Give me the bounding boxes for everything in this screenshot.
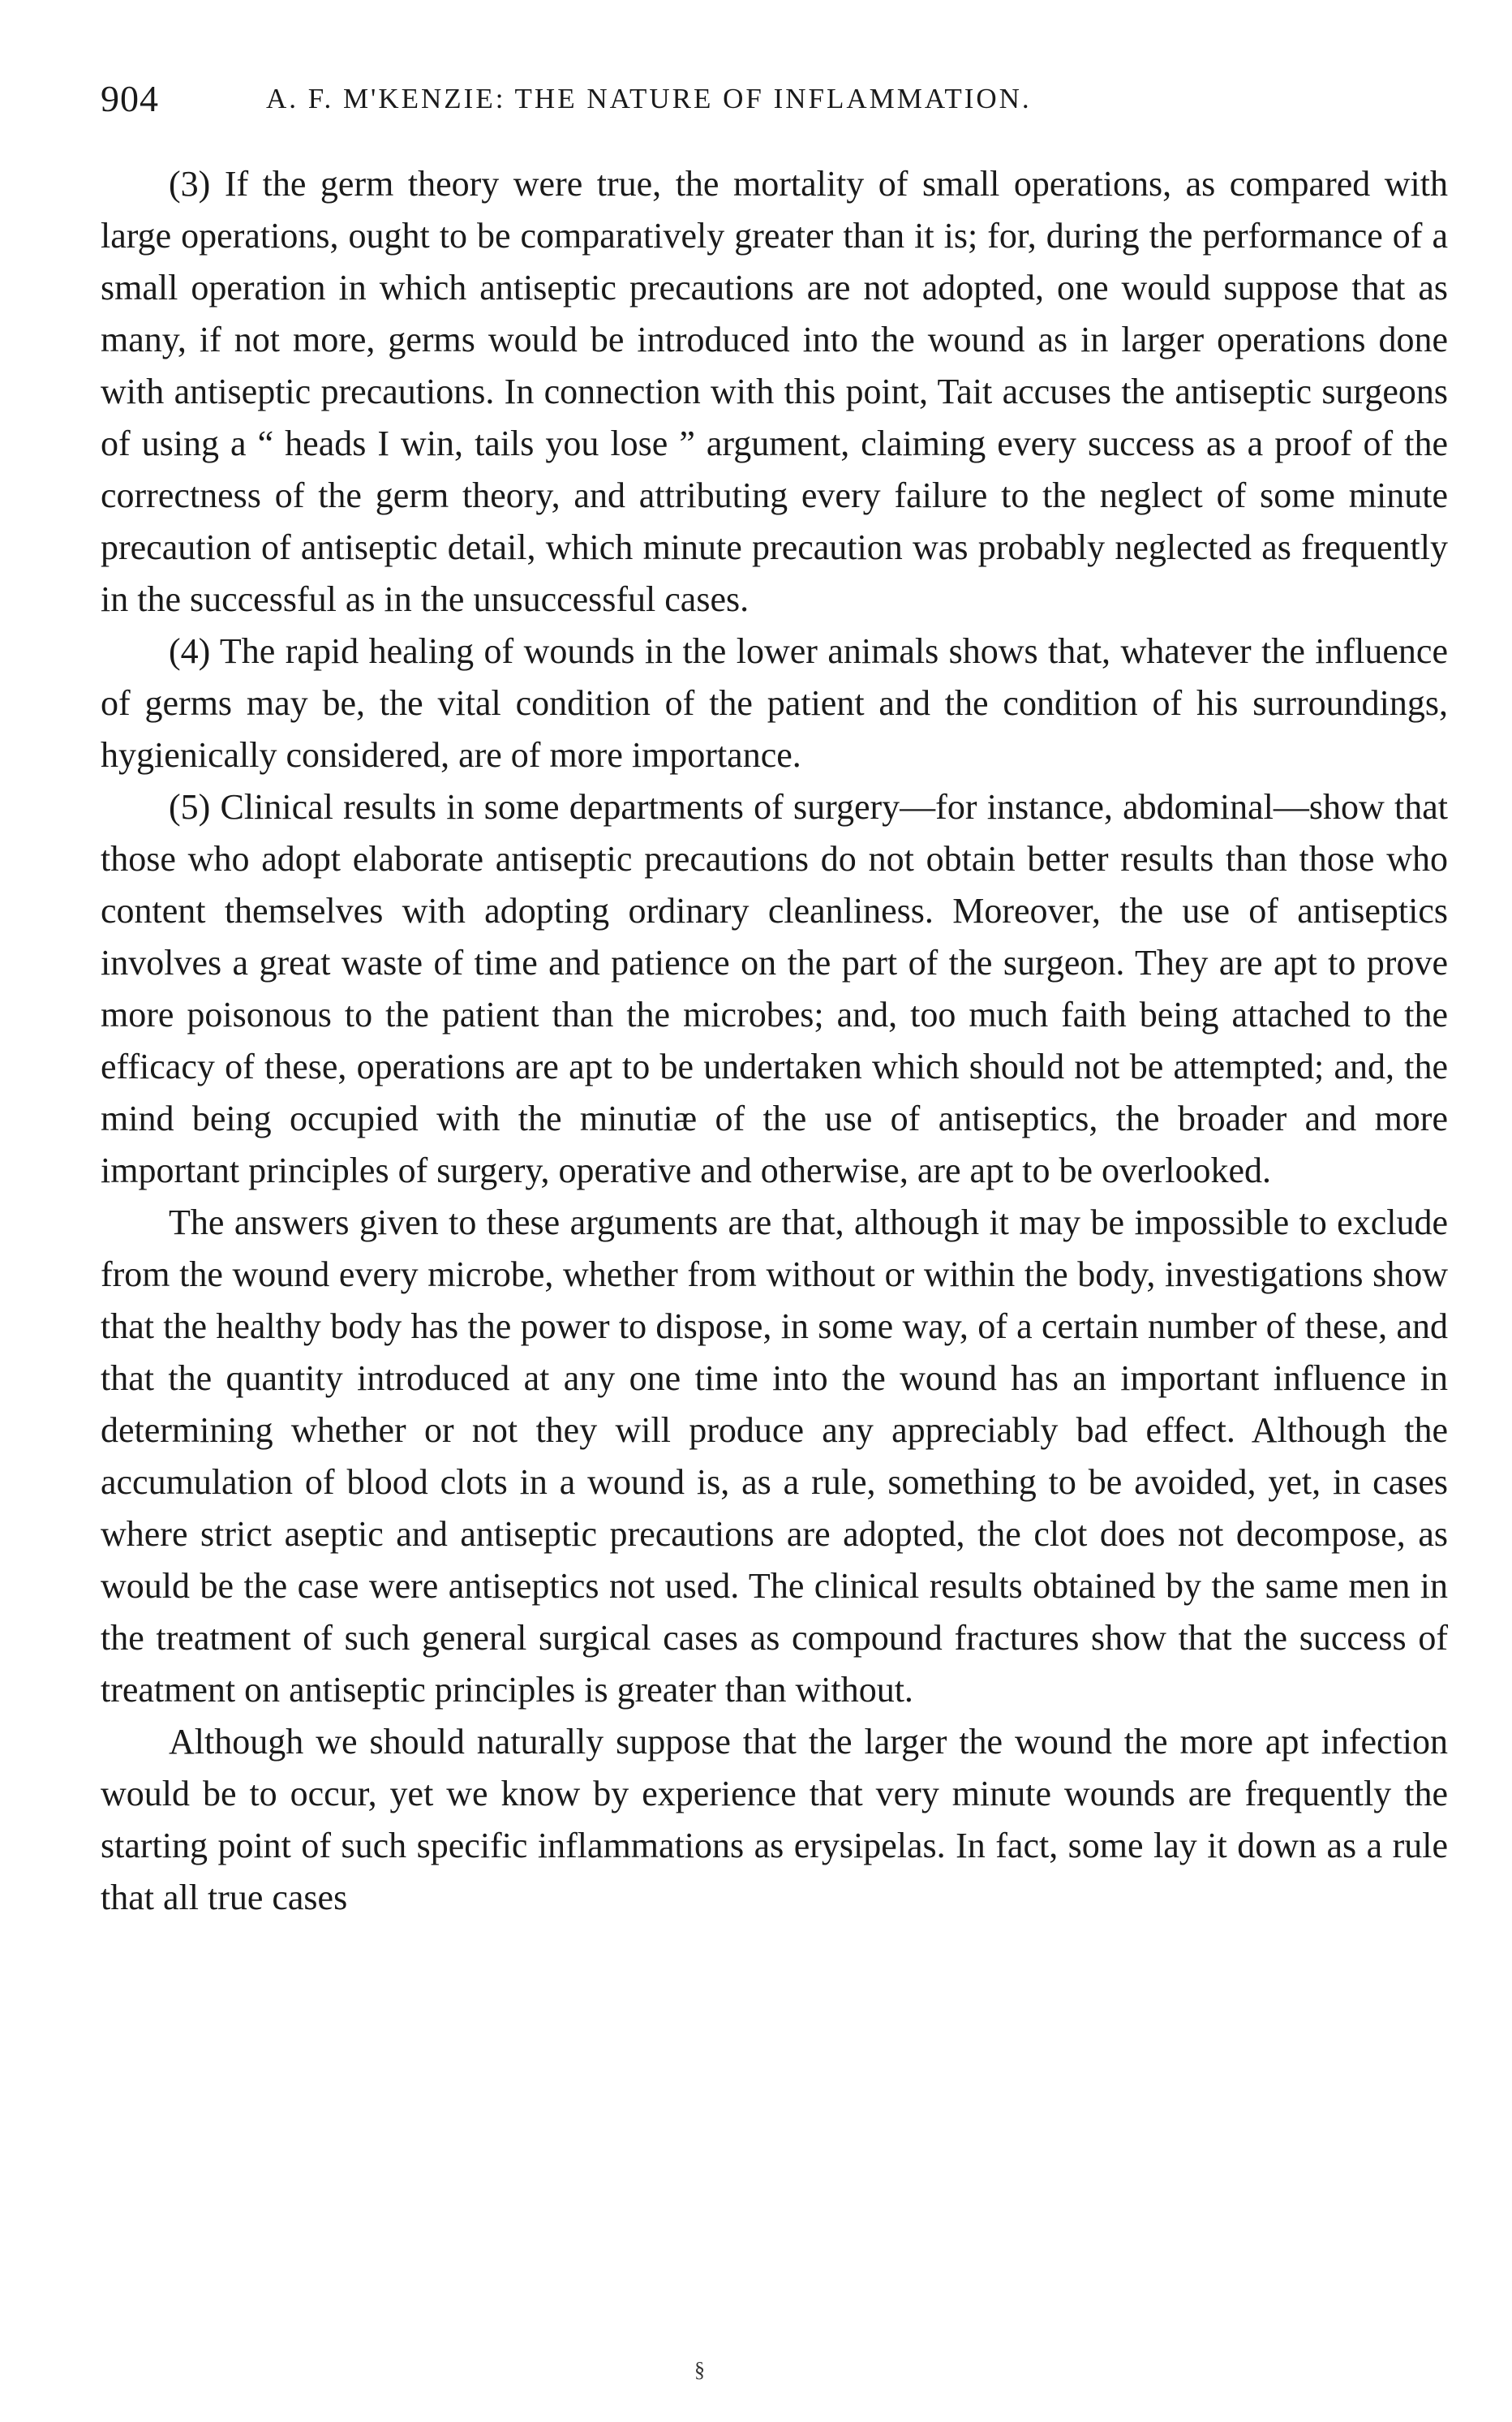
paragraph-point-3: (3) If the germ theory were true, the mortality of small operations, as compared with large operations, ought to be comparatively greater than it is; for, during the performance of a small operation in which antiseptic precautions are not adopted, one would suppose that as many, if not more, germs would be introduced into the wound as in larger operations done with antiseptic precautions. In connection with this point, Tait accuses the antiseptic surgeons of using a “ heads I win, tails you lose ” argument, claiming every success as a proof of the correctness of the germ theory, and attributing every failure to the neglect of some minute precaution of antiseptic detail, which minute precaution was probably neglected as frequently in the successful as in the unsuccessful cases. bbox=[101, 164, 1448, 619]
paragraph-point-5: (5) Clinical results in some departments of surgery—for instance, abdominal—show that those who adopt elaborate antiseptic precautions do not obtain better results than those who content themselves with adopting ordinary cleanliness. Moreover, the use of antiseptics involves a great waste of time and patience on the part of the surgeon. They are apt to prove more poisonous to the patient than the microbes; and, too much faith being attached to the efficacy of these, operations are apt to be undertaken which should not be attempted; and, the mind being occupied with the minutiæ of the use of antiseptics, the broader and more important principles of surgery, operative and otherwise, are apt to be overlooked. bbox=[101, 787, 1448, 1190]
signature-mark: § bbox=[694, 2358, 705, 2381]
page-number: 904 bbox=[101, 78, 159, 119]
running-head bbox=[101, 75, 1431, 123]
running-title: A. F. M'KENZIE: THE NATURE OF INFLAMMATION. bbox=[266, 83, 1032, 114]
body-text bbox=[101, 158, 1448, 1924]
paragraph-answers: The answers given to these arguments are that, although it may be impossible to exclude from the wound every microbe, whether from without or within the body, investigations show that the healthy body has the power to dispose, in some way, of a certain number of these, and that the quantity introduced at any one time into the wound has an important influence in determining whether or not they will produce any appreciably bad effect. Although the accumulation of blood clots in a wound is, as a rule, something to be avoided, yet, in cases where strict aseptic and antiseptic precautions are adopted, the clot does not decompose, as would be the case were antiseptics not used. The clinical results obtained by the same men in the treatment of such general surgical cases as compound fractures show that the success of treatment on antiseptic principles is greater than without. bbox=[101, 1202, 1448, 1710]
paragraph-point-4: (4) The rapid healing of wounds in the lower animals shows that, whatever the influence of germs may be, the vital condition of the patient and the condition of his surroundings, hygienically considered, are of more importance. bbox=[101, 631, 1448, 775]
paragraph-minute-wounds: Although we should naturally suppose that the larger the wound the more apt infection would be to occur, yet we know by experience that very minute wounds are frequently the starting point of such specific inflammations as erysipelas. In fact, some lay it down as a rule that all true cases bbox=[101, 1722, 1448, 1917]
